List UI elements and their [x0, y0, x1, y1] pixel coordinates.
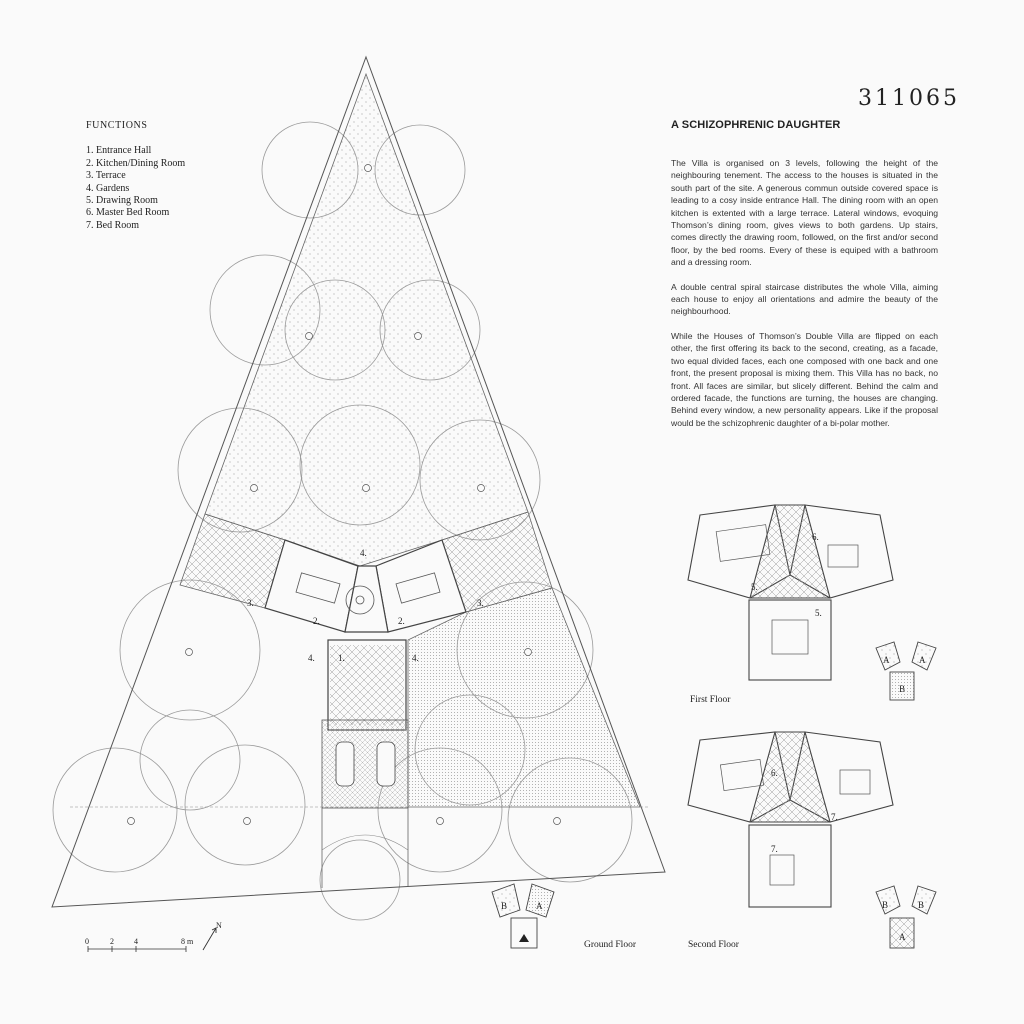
scale-label-2: 2	[110, 937, 114, 946]
label-dining-east: 2.	[398, 616, 405, 626]
label-gardens-east: 4.	[412, 653, 419, 663]
sf-label-bed-east: 7.	[831, 812, 838, 822]
svg-text:B: B	[882, 900, 889, 910]
svg-text:A: A	[883, 655, 890, 665]
caption-ground-floor: Ground Floor	[584, 940, 636, 950]
caption-first-floor: First Floor	[690, 695, 731, 705]
svg-text:B: B	[501, 901, 508, 911]
north-label: N	[216, 921, 222, 930]
sf-label-bed-south: 7.	[771, 844, 778, 854]
function-item: 1. Entrance Hall	[86, 145, 152, 157]
second-floor-plan	[688, 732, 893, 907]
function-item: 5. Drawing Room	[86, 195, 158, 207]
project-description	[671, 157, 938, 441]
label-dining-west: 2.	[313, 616, 320, 626]
scale-label-4: 4	[134, 937, 138, 946]
caption-second-floor: Second Floor	[688, 940, 739, 950]
function-item: 3. Terrace	[86, 170, 126, 182]
description-paragraph: The Villa is organised on 3 levels, following the height of the neighbouring tenement. The access to the houses is situated in the south part of the site. A generous commun outside covered space is leading to a cosy inside entrance Hall. The dining room with an open kitchen is extented with a large terrace. Lateral windows, evoquing Thomson’s dining room, gives views to both gardens. Up stairs, comes directly the drawing room, followed, on the first and/or second floor, by the bed rooms. Every of these is equiped with a bathroom and a dressing room.	[671, 158, 938, 268]
north-arrow-icon	[203, 928, 216, 950]
ff-label-master-bed: 6.	[812, 532, 819, 542]
project-title: A SCHIZOPHRENIC DAUGHTER	[671, 119, 841, 131]
scale-bar	[88, 946, 186, 952]
key-ground-floor	[492, 884, 554, 948]
svg-text:B: B	[918, 900, 925, 910]
label-terrace-east: 3.	[477, 598, 484, 608]
svg-text:A: A	[899, 932, 906, 942]
svg-text:A: A	[536, 901, 543, 911]
sf-label-master-bed: 6.	[771, 768, 778, 778]
description-paragraph: A double central spiral staircase distributes the whole Villa, aiming each house to enjoy all orientations and admire the beauty of the neighbourhood.	[671, 281, 938, 317]
function-item: 6. Master Bed Room	[86, 207, 170, 219]
description-paragraph: While the Houses of Thomson’s Double Villa are flipped on each other, the first offering its back to the second, creating, as a facade, two equal divided faces, each one composed with one back and one front, the present proposal is mixing them. This Villa has no back, no front. All faces are similar, but slicely different. Behind the calm and ordered facade, the functions are turning, the houses are changing. Behind every window, a new personality appears. Like if the proposal would be the schizophrenic daughter of a bi-polar mother.	[671, 330, 938, 428]
functions-legend	[86, 120, 185, 232]
project-number: 311065	[858, 86, 960, 111]
svg-text:A: A	[919, 655, 926, 665]
label-gardens-west: 4.	[308, 653, 315, 663]
east-garden	[408, 588, 640, 807]
north-garden	[205, 74, 528, 566]
function-item: 2. Kitchen/Dining Room	[86, 157, 186, 169]
ff-label-drawing-west: 5.	[751, 582, 758, 592]
svg-text:B: B	[899, 684, 906, 694]
key-second-floor	[876, 886, 936, 948]
functions-title: FUNCTIONS	[86, 120, 148, 131]
scale-label-0: 0	[85, 937, 89, 946]
function-item: 4. Gardens	[86, 182, 130, 194]
ff-label-drawing-south: 5.	[815, 608, 822, 618]
label-gardens-north: 4.	[360, 548, 367, 558]
label-entrance-hall: 1.	[338, 653, 345, 663]
key-first-floor	[876, 642, 936, 700]
label-terrace-west: 3.	[247, 598, 254, 608]
function-item: 7. Bed Room	[86, 219, 140, 231]
scale-label-8: 8 m	[181, 937, 194, 946]
